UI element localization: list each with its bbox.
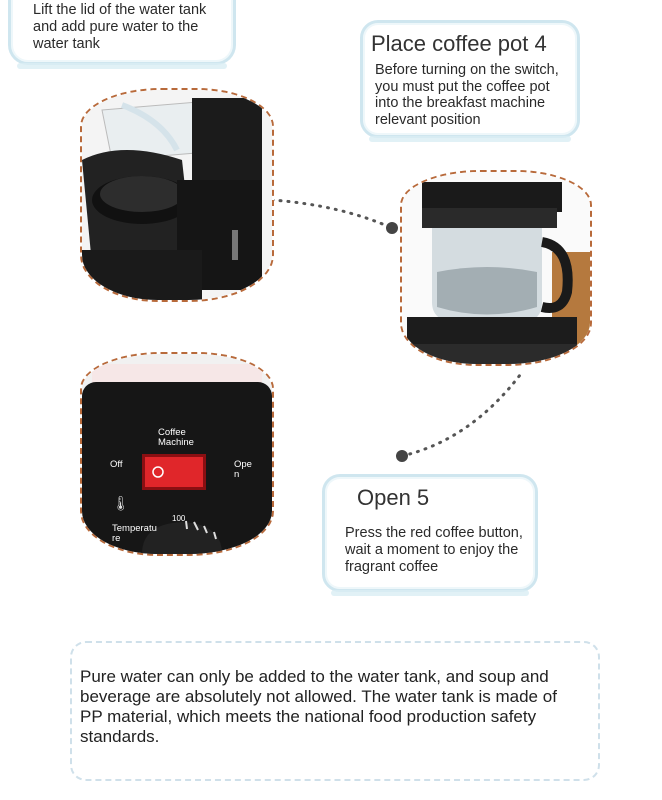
coffee-pot-photo xyxy=(400,170,592,366)
label-machine: Machine xyxy=(158,437,194,448)
label-temperature-1: Temperatu xyxy=(112,523,157,534)
label-off: Off xyxy=(110,459,123,470)
control-panel-photo xyxy=(80,352,274,556)
label-open-1: Ope xyxy=(234,459,252,470)
label-open-2: n xyxy=(234,469,240,480)
connector-dot-1 xyxy=(386,222,398,234)
connector-dot-2 xyxy=(396,450,408,462)
step4-text: Before turning on the switch, you must put the coffee pot into the breakfast machine relevant position xyxy=(375,62,559,128)
step5-title: Open 5 xyxy=(357,485,430,510)
water-tank-photo xyxy=(80,88,274,302)
label-100: 100 xyxy=(172,514,186,523)
step1-text: Lift the lid of the water tank and add pure water to the water tank xyxy=(33,2,207,52)
safety-note xyxy=(70,641,600,781)
label-coffee: Coffee xyxy=(158,427,186,438)
step4-title: Place coffee pot 4 xyxy=(371,31,547,56)
safety-note-text: Pure water can only be added to the water tank, and soup and beverage are absolutely not allowed. The water tank is made of PP material, which meets the national food production safety standards. xyxy=(80,667,557,746)
svg-text:🌡: 🌡 xyxy=(112,496,130,512)
step5-callout xyxy=(322,474,538,592)
label-temperature-2: re xyxy=(112,533,121,544)
step5-text: Press the red coffee button, wait a moment to enjoy the fragrant coffee xyxy=(345,525,523,575)
